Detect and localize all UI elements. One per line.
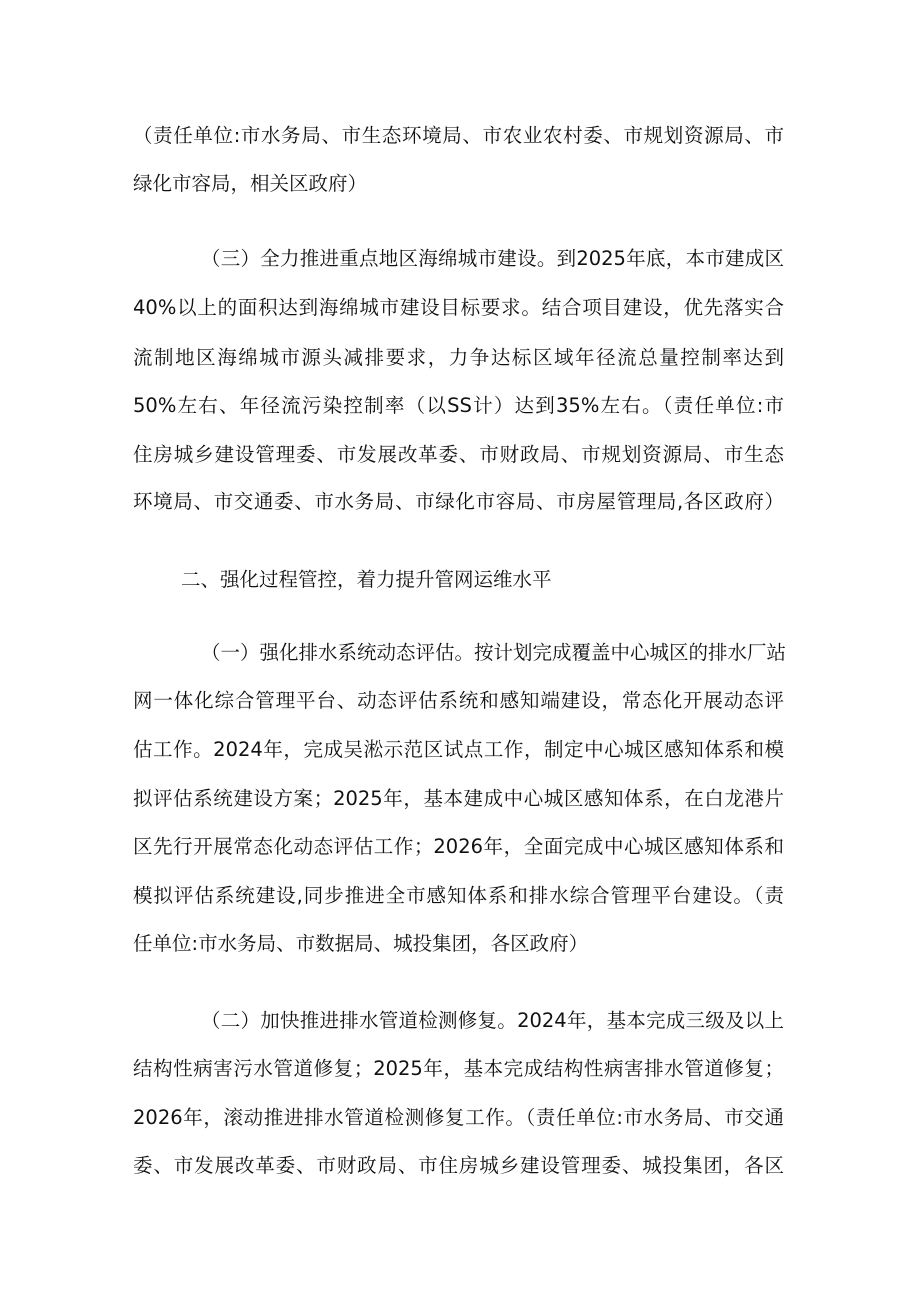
block2-line-5: 住房城乡建设管理委、市发展改革委、市财政局、市规划资源局、市生态: [133, 443, 784, 466]
block2-line-2: 40%以上的面积达到海绵城市建设目标要求。结合项目建设，优先落实合: [133, 296, 784, 319]
block3-line-3: 估工作。2024年，完成吴淞示范区试点工作，制定中心城区感知体系和模: [133, 738, 784, 761]
block4-line-4: 委、市发展改革委、市财政局、市住房城乡建设管理委、城投集团，各区: [133, 1154, 784, 1177]
section-heading-2: 二、强化过程管控，着力提升管网运维水平: [181, 568, 552, 591]
block2-line-1: （三）全力推进重点地区海绵城市建设。到2025年底，本市建成区: [201, 247, 784, 270]
block3-line-6: 模拟评估系统建设,同步推进全市感知体系和排水综合管理平台建设。（责: [133, 884, 784, 907]
block1-line-2: 绿化市容局，相关区政府）: [133, 172, 368, 195]
block1-line-1: （责任单位:市水务局、市生态环境局、市农业农村委、市规划资源局、市: [133, 124, 784, 147]
block2-line-4: 50%左右、年径流污染控制率（以SS计）达到35%左右。（责任单位:市: [133, 394, 784, 417]
block3-line-4: 拟评估系统建设方案；2025年，基本建成中心城区感知体系，在白龙港片: [133, 787, 784, 810]
block4-line-3: 2026年，滚动推进排水管道检测修复工作。（责任单位:市水务局、市交通: [133, 1106, 784, 1129]
block2-line-3: 流制地区海绵城市源头减排要求，力争达标区域年径流总量控制率达到: [133, 346, 784, 369]
block4-line-2: 结构性病害污水管道修复；2025年，基本完成结构性病害排水管道修复；: [133, 1057, 784, 1080]
block3-line-5: 区先行开展常态化动态评估工作；2026年，全面完成中心城区感知体系和: [133, 835, 784, 858]
block3-line-2: 网一体化综合管理平台、动态评估系统和感知端建设，常态化开展动态评: [133, 689, 784, 712]
block2-line-6: 环境局、市交通委、市水务局、市绿化市容局、市房屋管理局,各区政府）: [133, 490, 784, 513]
block3-line-7: 任单位:市水务局、市数据局、城投集团，各区政府）: [133, 932, 589, 955]
block3-line-1: （一）强化排水系统动态评估。按计划完成覆盖中心城区的排水厂站: [201, 641, 787, 664]
block4-line-1: （二）加快推进排水管道检测修复。2024年，基本完成三级及以上: [201, 1009, 784, 1032]
